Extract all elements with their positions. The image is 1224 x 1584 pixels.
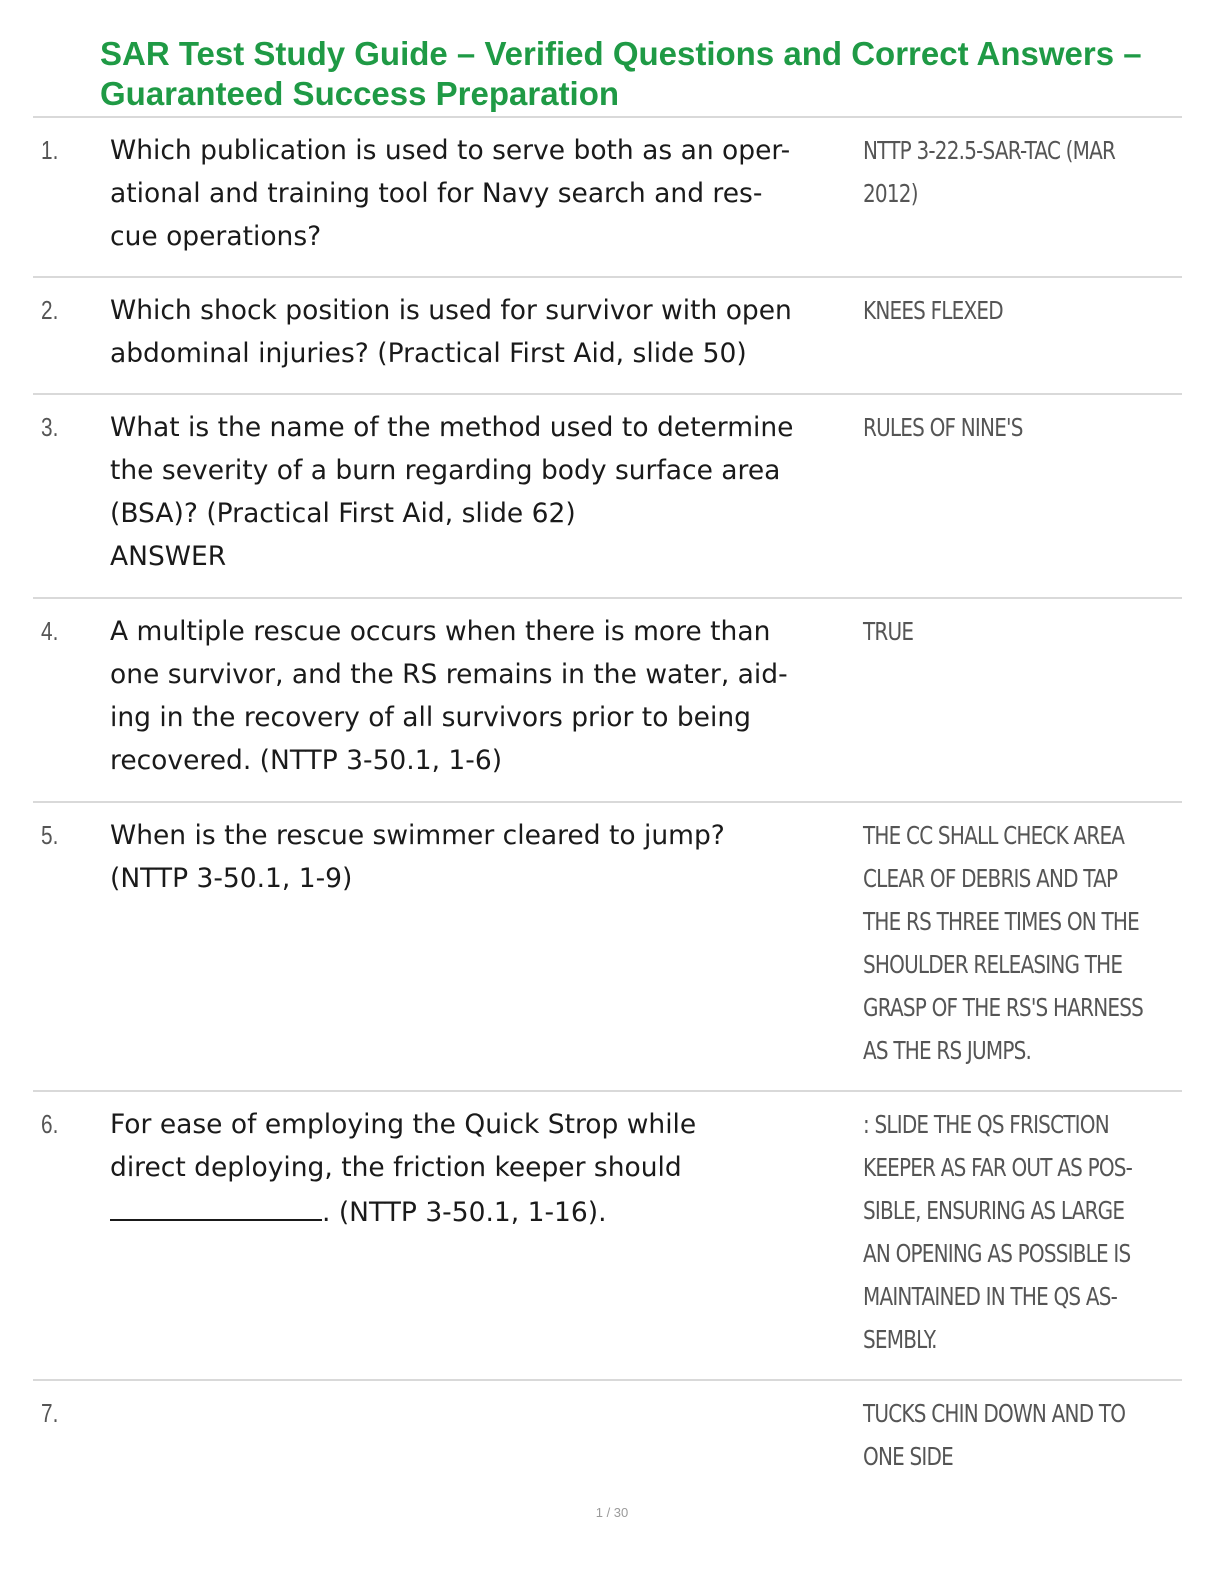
question-text: Which shock position is used for survivor with open abdominal injuries? (Practical First Aid, slide 50)	[110, 295, 792, 369]
qa-item-1	[33, 129, 1182, 269]
item-number: 4.	[41, 616, 59, 646]
answer-text: RULES OF NINE'S	[863, 413, 1023, 442]
question-line: direct deploying, the friction keeper should	[110, 1152, 682, 1183]
page-indicator: 1 / 30	[595, 1505, 629, 1520]
answer-text: TRUE	[863, 617, 914, 646]
item-number: 2.	[41, 295, 59, 325]
item-number: 6.	[41, 1109, 59, 1139]
qa-item-2	[33, 289, 1182, 385]
item-number: 3.	[41, 412, 59, 442]
question-line: For ease of employing the Quick Strop while	[110, 1109, 697, 1140]
qa-item-6	[33, 1103, 1182, 1373]
answer-text: NTTP 3-22.5-SAR-TAC (MAR 2012)	[863, 136, 1116, 208]
qa-item-5	[33, 814, 1182, 1084]
item-number: 5.	[41, 820, 59, 850]
question-line-with-blank	[110, 1189, 855, 1234]
divider	[33, 1379, 1182, 1381]
answer-text: TUCKS CHIN DOWN AND TO ONE SIDE	[863, 1399, 1126, 1471]
question-text: A multiple rescue occurs when there is more than one survivor, and the RS remains in the water, aid- ing in the recovery of all survivors prior to being recovered. (NTTP 3-50.1, 1-6)	[110, 616, 788, 776]
qa-item-7	[33, 1392, 1182, 1488]
item-number: 1.	[41, 135, 59, 165]
qa-item-4	[33, 610, 1182, 794]
divider	[33, 801, 1182, 803]
divider	[33, 1090, 1182, 1092]
question-text: When is the rescue swimmer cleared to jump? (NTTP 3-50.1, 1-9)	[110, 820, 725, 894]
answer-text: KNEES FLEXED	[863, 296, 1003, 325]
divider	[33, 116, 1182, 118]
answer-text: THE CC SHALL CHECK AREA CLEAR OF DEBRIS AND TAP THE RS THREE TIMES ON THE SHOULDER RELEASING THE GRASP OF THE RS'S HARNESS AS THE RS JUMPS.	[863, 821, 1143, 1065]
divider	[33, 393, 1182, 395]
question-text	[110, 1103, 855, 1234]
divider	[33, 597, 1182, 599]
qa-item-3	[33, 406, 1182, 590]
question-text: What is the name of the method used to determine the severity of a burn regarding body surface area (BSA)? (Practical First Aid, slide 62) ANSWER	[110, 412, 794, 572]
fill-in-blank	[110, 1189, 322, 1221]
item-number: 7.	[41, 1398, 59, 1428]
divider	[33, 276, 1182, 278]
question-text: Which publication is used to serve both as an oper- ational and training tool for Navy search and res- cue operations?	[110, 135, 791, 252]
question-line-end: . (NTTP 3-50.1, 1-16).	[322, 1197, 607, 1228]
answer-text: : SLIDE THE QS FRISCTION KEEPER AS FAR OUT AS POS- SIBLE, ENSURING AS LARGE AN OPENING AS POSSIBLE IS MAINTAINED IN THE QS AS- SEMBLY.	[863, 1110, 1133, 1354]
document-title: SAR Test Study Guide – Verified Questions and Correct Answers – Guaranteed Success Preparation	[100, 35, 1142, 112]
